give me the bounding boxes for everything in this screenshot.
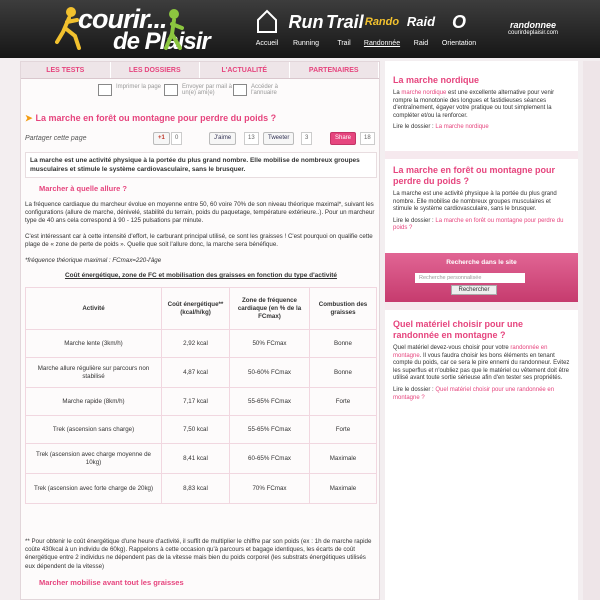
table-cell: Bonne xyxy=(310,330,377,358)
table-cell: Bonne xyxy=(310,358,377,388)
print-tool[interactable] xyxy=(98,84,168,96)
tab-tests[interactable]: LES TESTS xyxy=(21,62,111,78)
trail-icon: Trail xyxy=(326,12,364,32)
table-cell: 4,87 kcal xyxy=(162,358,230,388)
sidebar-box-title: La marche nordique xyxy=(393,75,480,85)
table-cell: Maximale xyxy=(310,474,377,504)
energy-table xyxy=(25,287,377,504)
table-cell: 50% FCmax xyxy=(230,330,310,358)
table-header-row xyxy=(26,288,377,330)
site-domain: courirdeplaisir.com xyxy=(508,30,559,36)
site-header xyxy=(0,0,600,58)
dossier-link[interactable]: La marche nordique xyxy=(435,124,489,131)
text: La xyxy=(393,90,402,96)
text: Lire le dossier : xyxy=(393,217,436,224)
directory-icon xyxy=(233,84,247,96)
table-cell: Marche allure régulière sur parcours non stabilisé xyxy=(26,358,162,388)
nav-label: Accueil xyxy=(255,40,279,47)
nav-label: Raid xyxy=(413,40,429,47)
logo-subtext[interactable]: de Plaisir xyxy=(113,28,210,55)
sidebar-box-nordic xyxy=(385,69,578,132)
site-badge[interactable] xyxy=(508,20,558,36)
table-row xyxy=(26,416,377,444)
facebook-like-count: 13 xyxy=(244,132,259,145)
table-cell: 70% FCmax xyxy=(230,474,310,504)
inline-link[interactable]: randonnée en montagne xyxy=(393,345,548,359)
sidebar-box-text xyxy=(385,90,578,120)
site-name: randonnee xyxy=(510,20,557,30)
facebook-like-button[interactable]: J'aime xyxy=(209,132,236,145)
column-header: Combustion des graisses xyxy=(310,288,377,330)
arrow-icon: ➤ xyxy=(25,113,33,123)
nav-running[interactable] xyxy=(287,8,325,54)
section-tabs xyxy=(21,62,379,79)
nav-randonnee[interactable] xyxy=(362,8,402,54)
nav-raid[interactable] xyxy=(404,8,438,54)
table-cell: 7,17 kcal xyxy=(162,388,230,416)
text: Lire le dossier : xyxy=(393,386,436,393)
dossier-link[interactable]: La marche en forêt ou montagne pour perdre du poids ? xyxy=(393,217,564,232)
search-input[interactable]: Recherche personnalisée xyxy=(415,273,525,283)
sidebar xyxy=(385,61,578,600)
share-bar xyxy=(25,132,377,146)
table-title: Coût énergétique, zone de FC et mobilisation des graisses en fonction du type d'activité xyxy=(64,272,338,279)
divider xyxy=(385,151,578,159)
table-cell: Maximale xyxy=(310,444,377,474)
orientation-icon: O xyxy=(451,12,466,32)
table-cell: 8,41 kcal xyxy=(162,444,230,474)
tab-partenaires[interactable]: PARTENAIRES xyxy=(290,62,380,78)
tweet-button[interactable]: Tweeter xyxy=(263,132,294,145)
divider xyxy=(385,302,578,310)
google-plus-count: 0 xyxy=(171,132,182,145)
nav-label: Trail xyxy=(337,40,351,47)
text: Quel matériel devez-vous choisir pour votre xyxy=(393,345,511,351)
hiker-logo-icon xyxy=(160,8,188,52)
inline-link[interactable]: marche nordique xyxy=(401,90,447,96)
sidebar-box-more xyxy=(385,383,578,402)
table-cell: Forte xyxy=(310,388,377,416)
footnote-fcmax: *fréquence théorique maximal : FCmax=220-l'âge xyxy=(25,257,162,264)
sidebar-box-text: La marche est une activité physique à la portée du plus grand nombre. Elle mobilise de nombreux groupes musculaires et stimule le système cardiovasculaire, sans le brusquer. xyxy=(393,191,557,213)
nav-label: Running xyxy=(292,40,320,47)
tweet-count: 3 xyxy=(301,132,312,145)
email-icon xyxy=(164,84,178,96)
share-count: 18 xyxy=(360,132,375,145)
share-label: Partager cette page xyxy=(25,135,87,142)
table-cell: Trek (ascension sans charge) xyxy=(26,416,162,444)
rando-icon: Rando xyxy=(364,16,400,28)
nav-trail[interactable] xyxy=(326,8,362,54)
table-cell: Forte xyxy=(310,416,377,444)
table-cell: 55-65% FCmax xyxy=(230,388,310,416)
share-button[interactable]: Share xyxy=(330,132,356,145)
table-row xyxy=(26,330,377,358)
search-button[interactable]: Rechercher xyxy=(451,285,497,295)
table-row xyxy=(26,388,377,416)
directory-tool[interactable] xyxy=(233,84,303,96)
sidebar-box-title: Quel matériel choisir pour une randonnée en montagne ? xyxy=(393,319,524,340)
column-header: Activité xyxy=(26,288,162,330)
logo-text[interactable]: courir... xyxy=(78,4,167,34)
table-cell: 7,50 kcal xyxy=(162,416,230,444)
table-footnote: ** Pour obtenir le coût énergétique d'une heure d'activité, il suffit de multiplier le chiffre par son poids (ex : 1h de marche rapide coûte 430kcal à un individu de 60kg). Rappelons à cette occasion qu'à parcours et bagage identiques, les écarts de coût énergétique entre 2 individus ne dépendent pas de la vitesse mais bien du poids corporel (les substrats énergétiques utilisés eux dépendent de la vitesse) xyxy=(25,538,372,570)
search-title: Recherche dans le site xyxy=(446,259,517,266)
table-row xyxy=(26,474,377,504)
nav-accueil[interactable] xyxy=(250,8,284,54)
right-gutter xyxy=(583,61,600,600)
paragraph: La fréquence cardiaque du marcheur évolue en moyenne entre 50, 60 voire 70% de son niveau théorique maximal*, suivant les configurations (allure de marche, dénivelé, stabilité du terrain, poids du paquetage, température extérieure..). Pour un marcheur type de 40 ans cela correspond à 90 - 125 pulsations par minute. xyxy=(25,201,375,225)
tab-actualite[interactable]: L'ACTUALITÉ xyxy=(200,62,290,78)
table-cell: 55-65% FCmax xyxy=(230,416,310,444)
dossier-link[interactable]: Quel matériel choisir pour une randonnée en montagne ? xyxy=(393,386,555,401)
column-header: Zone de fréquence cardiaque (en % de la FCmax) xyxy=(230,288,310,330)
nav-label: Randonnée xyxy=(363,40,401,47)
article-title xyxy=(25,113,276,124)
run-icon: Run xyxy=(288,12,324,32)
section-heading: Marcher à quelle allure ? xyxy=(39,184,127,193)
table-cell: 60-65% FCmax xyxy=(230,444,310,474)
text: Lire le dossier : xyxy=(393,124,436,131)
sidebar-box-more xyxy=(385,120,578,132)
text: est une excellente alternative pour venir rompre la monotonie des longues et fastidieuses séances d'entraînement, égayer votre pratique ou tout simplement la compléter et/ou la renforcer. xyxy=(393,90,555,119)
text: . Il vous faudra choisir les bons éléments en tenant compte du poids, car ce sera le pire ennemi du randonneur. Evitez les superflus et n'oubliez pas que le matériel ou vêtement doit être utilisé avant toute sortie sérieuse afin d'en tester ses propriétés. xyxy=(393,352,570,382)
email-tool[interactable] xyxy=(164,84,234,96)
nav-label: Orientation xyxy=(441,40,477,47)
table-cell: 50-60% FCmax xyxy=(230,358,310,388)
directory-label: Accéder à l'annuaire xyxy=(251,84,279,96)
sidebar-box-materiel xyxy=(385,313,578,402)
sidebar-box-more xyxy=(385,214,578,233)
site-search xyxy=(385,253,578,302)
home-icon xyxy=(256,8,278,34)
table-cell: 2,92 kcal xyxy=(162,330,230,358)
table-cell: Trek (ascension avec charge moyenne de 10kg) xyxy=(26,444,162,474)
raid-icon: Raid xyxy=(406,14,436,29)
section-heading: Marcher mobilise avant tout les graisses xyxy=(39,578,184,587)
google-plus-button[interactable]: +1 xyxy=(153,132,170,145)
paragraph: C'est intéressant car à cette intensité d'effort, le carburant principal utilisé, ce sont les graisses ! C'est pourquoi on qualifie cette plage de « zone de perte de poids ». Quelle que soit l'allure donc, la marche sera bénéfique. xyxy=(25,233,373,249)
column-header: Coût énergétique** (kcal/h/kg) xyxy=(162,288,230,330)
table-cell: 8,83 kcal xyxy=(162,474,230,504)
table-cell: Marche lente (3km/h) xyxy=(26,330,162,358)
article-title-text: La marche en forêt ou montagne pour perdre du poids ? xyxy=(35,113,277,123)
table-row xyxy=(26,358,377,388)
table-cell: Marche rapide (8km/h) xyxy=(26,388,162,416)
tab-dossiers[interactable]: LES DOSSIERS xyxy=(111,62,201,78)
sidebar-box-title: La marche en forêt ou montagne pour perdre du poids ? xyxy=(393,165,556,186)
nav-orientation[interactable] xyxy=(438,8,480,54)
sidebar-box-foret xyxy=(385,159,578,233)
main-content xyxy=(20,61,380,600)
print-icon xyxy=(98,84,112,96)
print-label: Imprimer la page xyxy=(116,84,162,90)
table-row xyxy=(26,444,377,474)
article-intro: La marche est une activité physique à la portée du plus grand nombre. Elle mobilise de nombreux groupes musculaires et stimule le système cardiovasculaire, sans le brusquer. xyxy=(25,152,377,178)
email-label: Envoyer par mail à un(e) ami(e) xyxy=(182,84,233,96)
sidebar-box-text xyxy=(385,345,578,383)
table-cell: Trek (ascension avec forte charge de 20kg) xyxy=(26,474,162,504)
